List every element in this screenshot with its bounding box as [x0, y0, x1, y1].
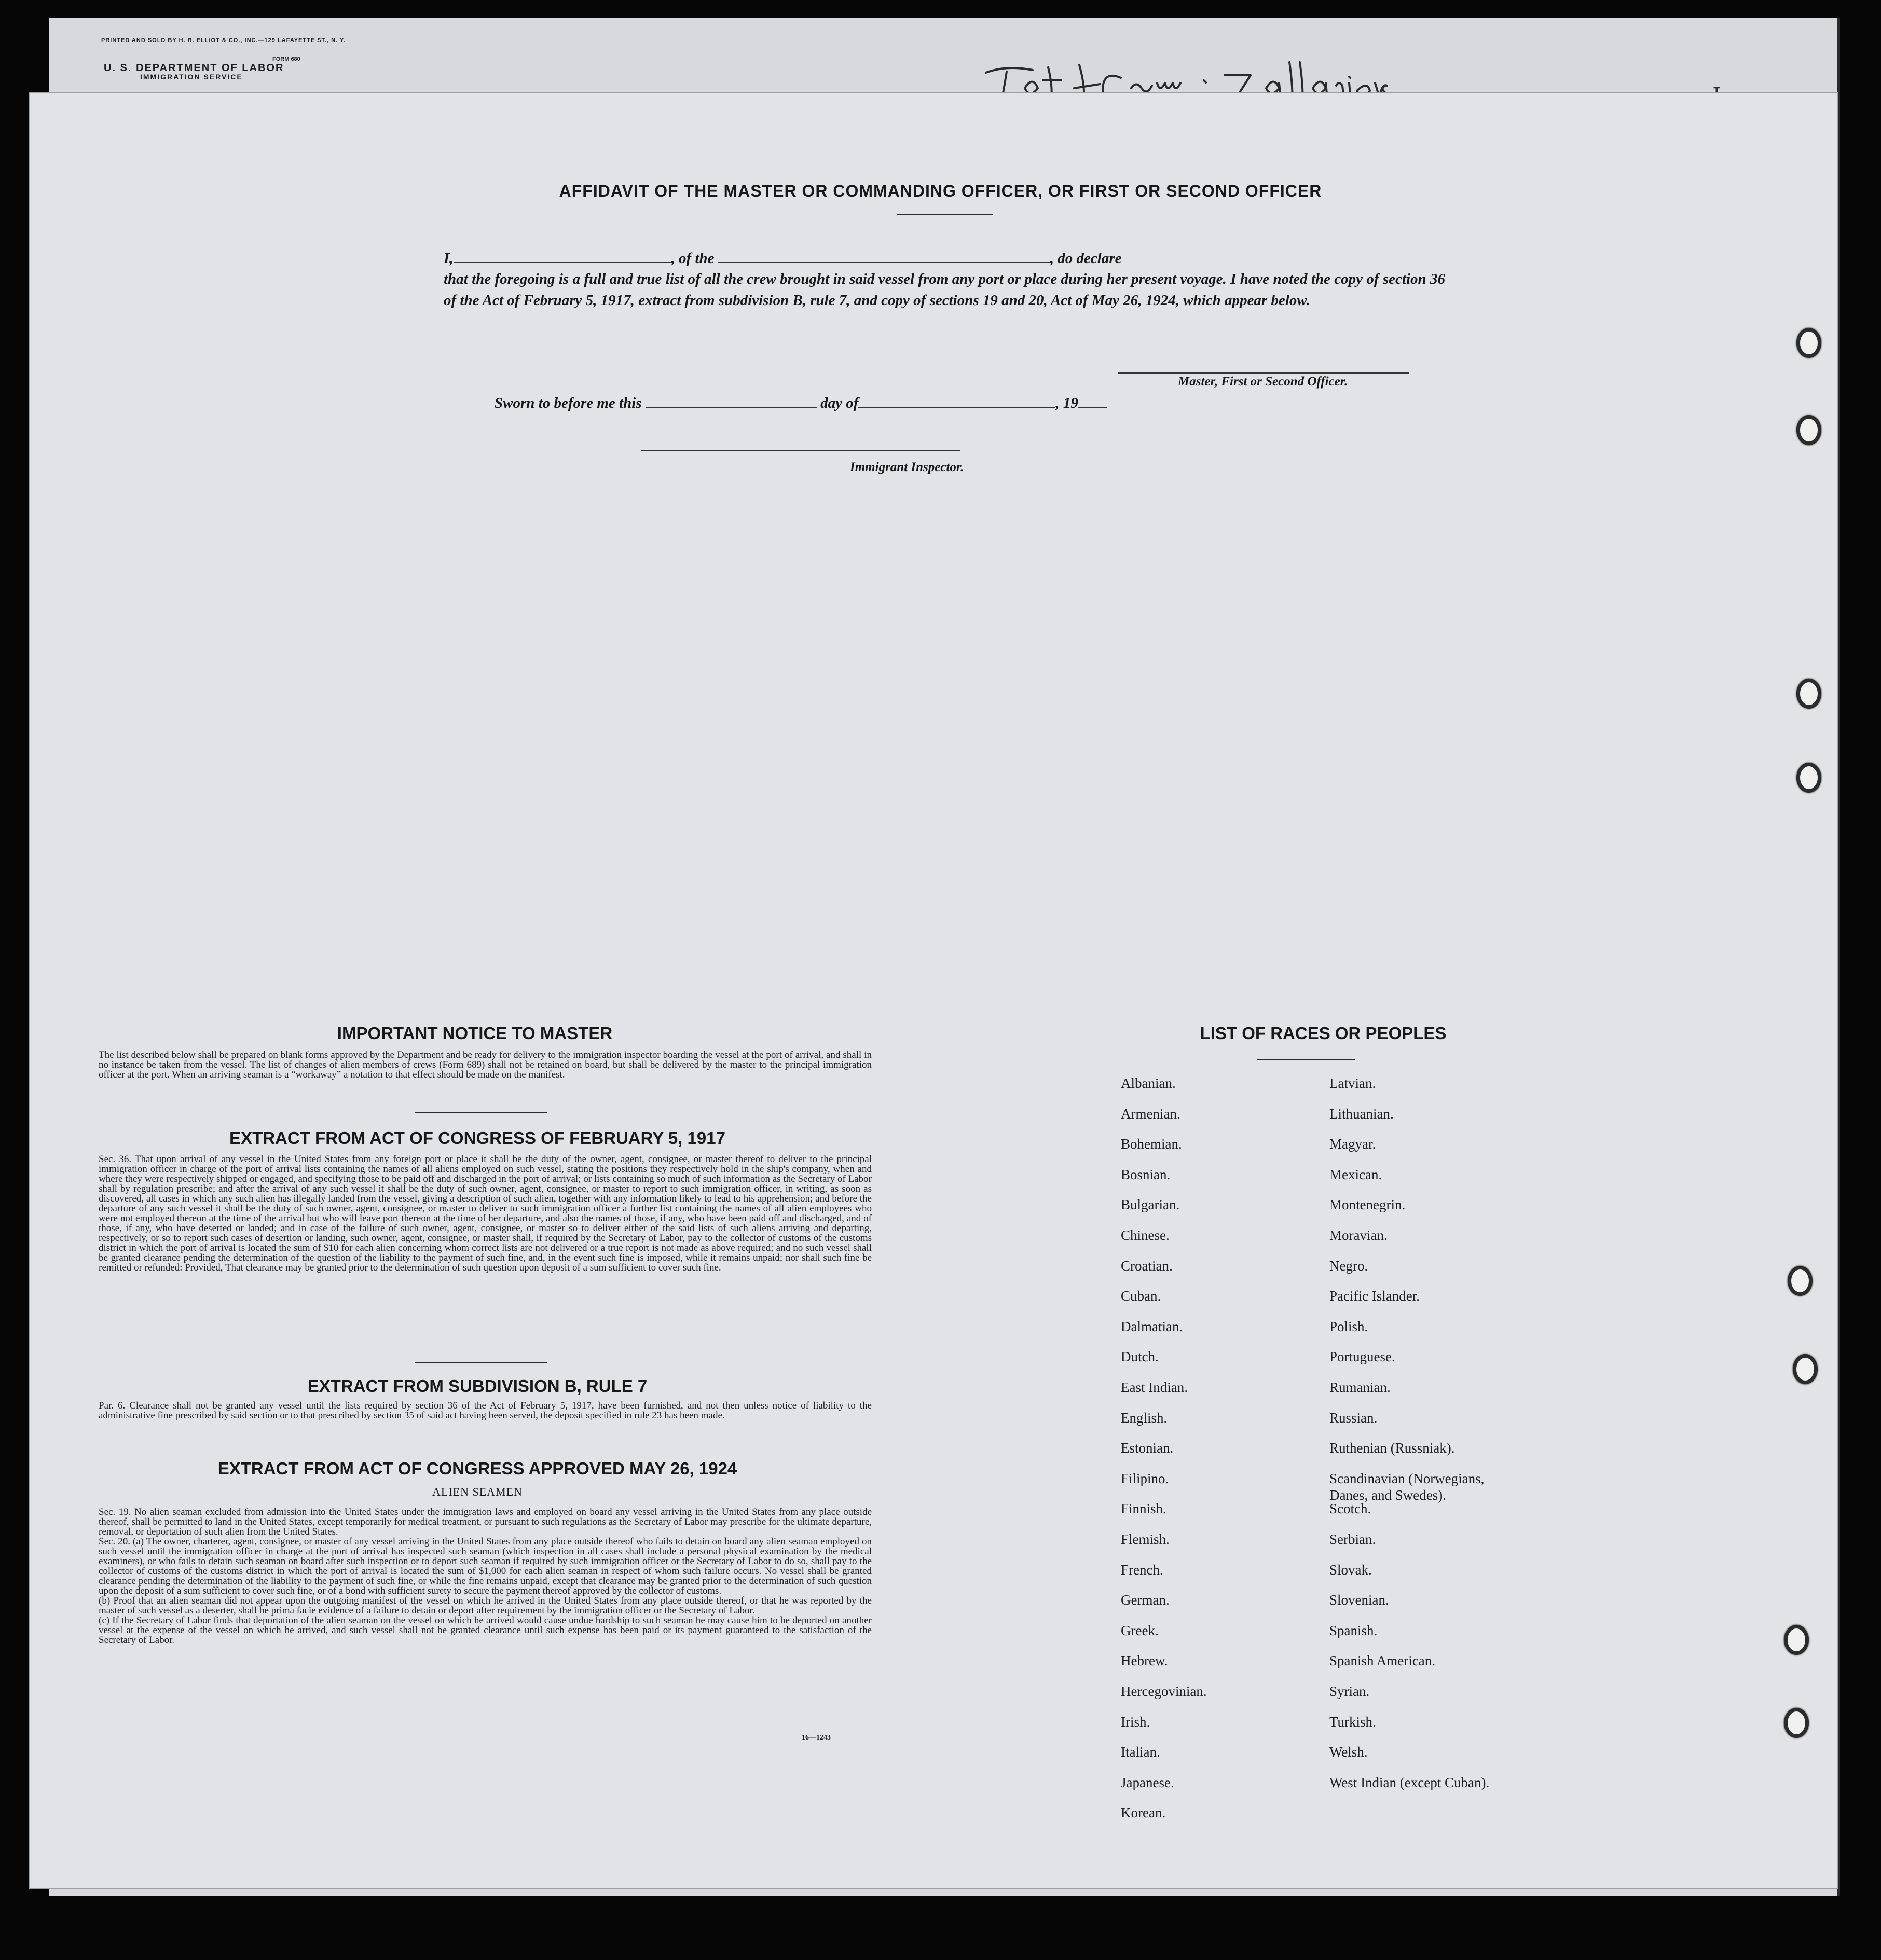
binder-hole — [1796, 679, 1821, 709]
affidavit-pronoun: I, — [444, 250, 454, 267]
race-entry: Polish. — [1329, 1319, 1368, 1334]
race-entry: Latvian. — [1329, 1075, 1376, 1091]
race-entry: Spanish. — [1329, 1623, 1378, 1638]
race-entry: English. — [1121, 1410, 1168, 1426]
race-entry: Turkish. — [1329, 1714, 1376, 1730]
race-entry: Filipino. — [1121, 1471, 1169, 1486]
race-entry: Bohemian. — [1121, 1136, 1182, 1152]
section-20c-text: (c) If the Secretary of Labor finds that deportation of the alien seaman on the vessel on which he arrived would cause undue hardship to such seaman he may cause him to be deported on another vessel at the expense of the vessel on which he arrived, and such vessel shall not be granted clearance until such expense has been paid or its payment guaranteed to the satisfaction of the Secretary of Labor. — [99, 1615, 872, 1646]
sworn-statement — [495, 393, 1107, 412]
section-20a-text: Sec. 20. (a) The owner, charterer, agent, consignee, or master of any vessel arriving in the United States from any place outside thereof who fails to detain on board any alien seaman employed on such vessel until the immigration officer in charge at the port of arrival has inspected such seaman (which inspection in all cases shall include a personal physical examination by the medical examiners), or who fails to detain such seaman on board after such inspection or to deport such seaman if required by such immigration officer or the Secretary of Labor to do so, shall pay to the collector of customs of the customs district in which the port of arrival is located the sum of $1,000 for each alien seaman in respect of whom such failure occurs. No vessel shall be granted clearance pending the determination of the liability to the payment of such fine, or while the fine remains unpaid, except that clearance may be granted prior to the determination of such question upon the deposit of a sum sufficient to cover such fine, or of a bond with sufficient surety to secure the payment thereof approved by the collector of customs. — [99, 1536, 872, 1596]
extract-1917-divider — [415, 1362, 547, 1363]
extract-1917-text: Sec. 36. That upon arrival of any vessel in the United States from any foreign port or place it shall be the duty of the owner, agent, consignee, or master thereof to deliver to the principal immigration officer in charge of the port of arrival lists containing the names of all aliens employed on such vessel, stating the positions they respectively hold in the ship's company, when and where they were respectively shipped or engaged, and specifying those to be paid off and discharged in the port of arrival; or lists containing so much of such information as the Secretary of Labor shall by regulation prescribe; and after the arrival of any such vessel it shall be the duty of such owner, agent, consignee, or master to report to such immigration officer, in writing, as soon as discovered, all cases in which any such alien has illegally landed from the vessel, giving a description of such alien, together with any information likely to lead to his apprehension; and before the departure of any such vessel it shall be the duty of such owner, agent, consignee, or master to deliver to such immigration officer a further list containing the names of all alien employees who were not employed thereon at the time of the arrival but who will leave port thereon at the time of her departure, and also the names of those, if any, who have been paid off and discharged, and of those, if any, who have deserted or landed; and in case of the failure of such owner, agent, consignee, or master so to deliver either of the said lists of such aliens arriving and departing, respectively, or so to report such cases of desertion or landing, such owner, agent, consignee, or master shall, if required by the Secretary of Labor, pay to the collector of customs of the customs district in which the port of arrival is located the sum of $10 for each alien concerning whom correct lists are not delivered or a true report is not made as above required; and no such vessel shall be granted clearance pending the determination of the question of the liability to the payment of such fine, and, in the event such fine is imposed, while it remains unpaid; nor shall such fine be remitted or refunded: Provided, That clearance may be granted prior to the determination of such question upon deposit of a sum sufficient to cover such fine. — [99, 1154, 872, 1273]
printer-imprint: PRINTED AND SOLD BY H. R. ELLIOT & CO., INC.—129 LAFAYETTE ST., N. Y. — [101, 37, 346, 44]
race-entry: Syrian. — [1329, 1683, 1370, 1699]
binder-hole — [1796, 763, 1821, 793]
race-entry: Albanian. — [1121, 1075, 1176, 1091]
sworn-text: Sworn to before me this — [495, 395, 642, 411]
affidavit-body: that the foregoing is a full and true list of all the crew brought in said vessel from any port or place during her present voyage. I have noted the copy of section 36 of the Act of February 5, 1917, extract from subdivision B, rule 7, and copy of sections 19 and 20, Act of May 26, 1924, which appear below. — [444, 271, 1445, 309]
title-divider — [897, 214, 993, 215]
extract-1924-text — [99, 1507, 872, 1645]
sworn-month-blank[interactable] — [858, 393, 1055, 408]
race-entry: Dutch. — [1121, 1349, 1159, 1364]
race-entry: Cuban. — [1121, 1288, 1161, 1304]
race-entry: Moravian. — [1329, 1227, 1388, 1243]
race-entry: Mexican. — [1329, 1167, 1382, 1182]
vessel-name-blank[interactable] — [718, 249, 1050, 263]
race-entry: Japanese. — [1121, 1775, 1174, 1790]
inspector-label: Immigrant Inspector. — [850, 460, 964, 474]
extract-rule7-text: Par. 6. Clearance shall not be granted any vessel until the lists required by section 36 of the Act of February 5, 1917, have been furnished, and not then unless notice of liability to the administrative fine prescribed by said section or to that prescribed by section 35 of said act having been served, the deposit specified in rule 23 has been made. — [99, 1400, 872, 1421]
race-entry: Scotch. — [1329, 1501, 1371, 1516]
affidavit-do-declare: , do declare — [1050, 250, 1122, 267]
race-entry: Irish. — [1121, 1714, 1150, 1730]
race-entry: Serbian. — [1329, 1531, 1376, 1547]
section-19-text: Sec. 19. No alien seaman excluded from admission into the United States under the immigration laws and employed on board any vessel arriving in the United States from any place outside thereof, shall be permitted to land in the United States, except temporarily for medical treatment, or pursuant to such regulations as the Secretary of Labor may prescribe for the ultimate departure, removal, or deportation of such alien from the United States. — [99, 1507, 872, 1537]
race-entry: Italian. — [1121, 1744, 1160, 1760]
race-entry: Hercegovinian. — [1121, 1683, 1207, 1699]
sworn-year-prefix: , 19 — [1055, 395, 1078, 411]
race-entry: Spanish American. — [1329, 1653, 1435, 1668]
master-signature-line[interactable] — [1118, 372, 1409, 374]
extract-1917-title: EXTRACT FROM ACT OF CONGRESS OF FEBRUARY 5, 1917 — [229, 1128, 725, 1148]
binder-hole — [1788, 1266, 1813, 1296]
race-entry: East Indian. — [1121, 1379, 1188, 1395]
race-entry: Pacific Islander. — [1329, 1288, 1420, 1304]
sworn-day-of: day of — [820, 395, 859, 411]
binder-hole — [1796, 415, 1821, 445]
notice-title: IMPORTANT NOTICE TO MASTER — [337, 1024, 613, 1043]
department-name: U. S. DEPARTMENT OF LABOR — [104, 62, 284, 74]
race-entry: Finnish. — [1121, 1501, 1166, 1516]
form-code: 16—1243 — [802, 1734, 831, 1742]
section-20b-text: (b) Proof that an alien seaman did not appear upon the outgoing manifest of the vessel on which he arrived in the United States from any place outside thereof, or that he was reported by the master of such vessel as a deserter, shall be prima facie evidence of a failure to detain or deport after requirement by the immigration officer or the Secretary of Labor. — [99, 1595, 872, 1616]
race-entry: Scandinavian (Norwegians, — [1329, 1471, 1485, 1486]
form-number: FORM 680 — [272, 56, 300, 62]
race-entry: Ruthenian (Russniak). — [1329, 1440, 1455, 1456]
race-entry: Hebrew. — [1121, 1653, 1168, 1668]
sworn-day-blank[interactable] — [646, 393, 817, 408]
master-signature-label: Master, First or Second Officer. — [1178, 375, 1348, 389]
notice-divider — [415, 1112, 547, 1113]
race-entry: Chinese. — [1121, 1227, 1170, 1243]
races-divider — [1257, 1059, 1355, 1060]
binder-hole — [1784, 1625, 1809, 1655]
affidavit-title: AFFIDAVIT OF THE MASTER OR COMMANDING OFFICER, OR FIRST OR SECOND OFFICER — [559, 182, 1322, 200]
race-entry: Danes, and Swedes). — [1329, 1487, 1446, 1503]
affidavit-of-the: , of the — [671, 250, 715, 267]
race-entry: Magyar. — [1329, 1136, 1376, 1152]
race-entry: Bosnian. — [1121, 1167, 1171, 1182]
race-entry: West Indian (except Cuban). — [1329, 1775, 1490, 1790]
affidavit-declaration-line — [444, 248, 1445, 269]
officer-name-blank[interactable] — [454, 249, 671, 263]
race-entry: Greek. — [1121, 1623, 1159, 1638]
race-entry: French. — [1121, 1562, 1163, 1578]
race-entry: Slovenian. — [1329, 1592, 1389, 1608]
race-entry: Lithuanian. — [1329, 1106, 1394, 1122]
race-entry: Negro. — [1329, 1258, 1368, 1274]
alien-seamen-subtitle: ALIEN SEAMEN — [432, 1485, 523, 1498]
race-entry: Rumanian. — [1329, 1379, 1391, 1395]
race-entry: Dalmatian. — [1121, 1319, 1183, 1334]
race-entry: Russian. — [1329, 1410, 1378, 1426]
race-entry: Bulgarian. — [1121, 1197, 1180, 1212]
service-name: IMMIGRATION SERVICE — [140, 73, 243, 81]
binder-hole — [1784, 1708, 1809, 1738]
race-entry: Montenegrin. — [1329, 1197, 1406, 1212]
race-entry: Slovak. — [1329, 1562, 1372, 1578]
race-entry: Armenian. — [1121, 1106, 1180, 1122]
race-entry: German. — [1121, 1592, 1170, 1608]
binder-hole — [1796, 328, 1821, 358]
inspector-signature-line[interactable] — [641, 450, 960, 451]
race-entry: Korean. — [1121, 1805, 1166, 1820]
race-entry: Flemish. — [1121, 1531, 1170, 1547]
notice-text: The list described below shall be prepared on blank forms approved by the Department and be ready for delivery to the immigration inspector boarding the vessel at the port of arrival, and shall in no instance be taken from the vessel. The list of changes of alien members of crews (Form 689) shall not be retained on board, but shall be delivered by the master to the principal immigration officer at the port. When an arriving seaman is a “workaway” a notation to that effect should be made on the manifest. — [99, 1050, 872, 1080]
race-entry: Croatian. — [1121, 1258, 1173, 1274]
extract-rule7-title: EXTRACT FROM SUBDIVISION B, RULE 7 — [307, 1376, 648, 1396]
race-entry: Portuguese. — [1329, 1349, 1395, 1364]
binder-hole — [1793, 1354, 1818, 1384]
race-entry: Estonian. — [1121, 1440, 1174, 1456]
sworn-year-blank[interactable] — [1078, 393, 1107, 408]
races-title: LIST OF RACES OR PEOPLES — [1200, 1024, 1447, 1043]
race-entry: Welsh. — [1329, 1744, 1368, 1760]
extract-1924-title: EXTRACT FROM ACT OF CONGRESS APPROVED MAY 26, 1924 — [217, 1459, 737, 1478]
